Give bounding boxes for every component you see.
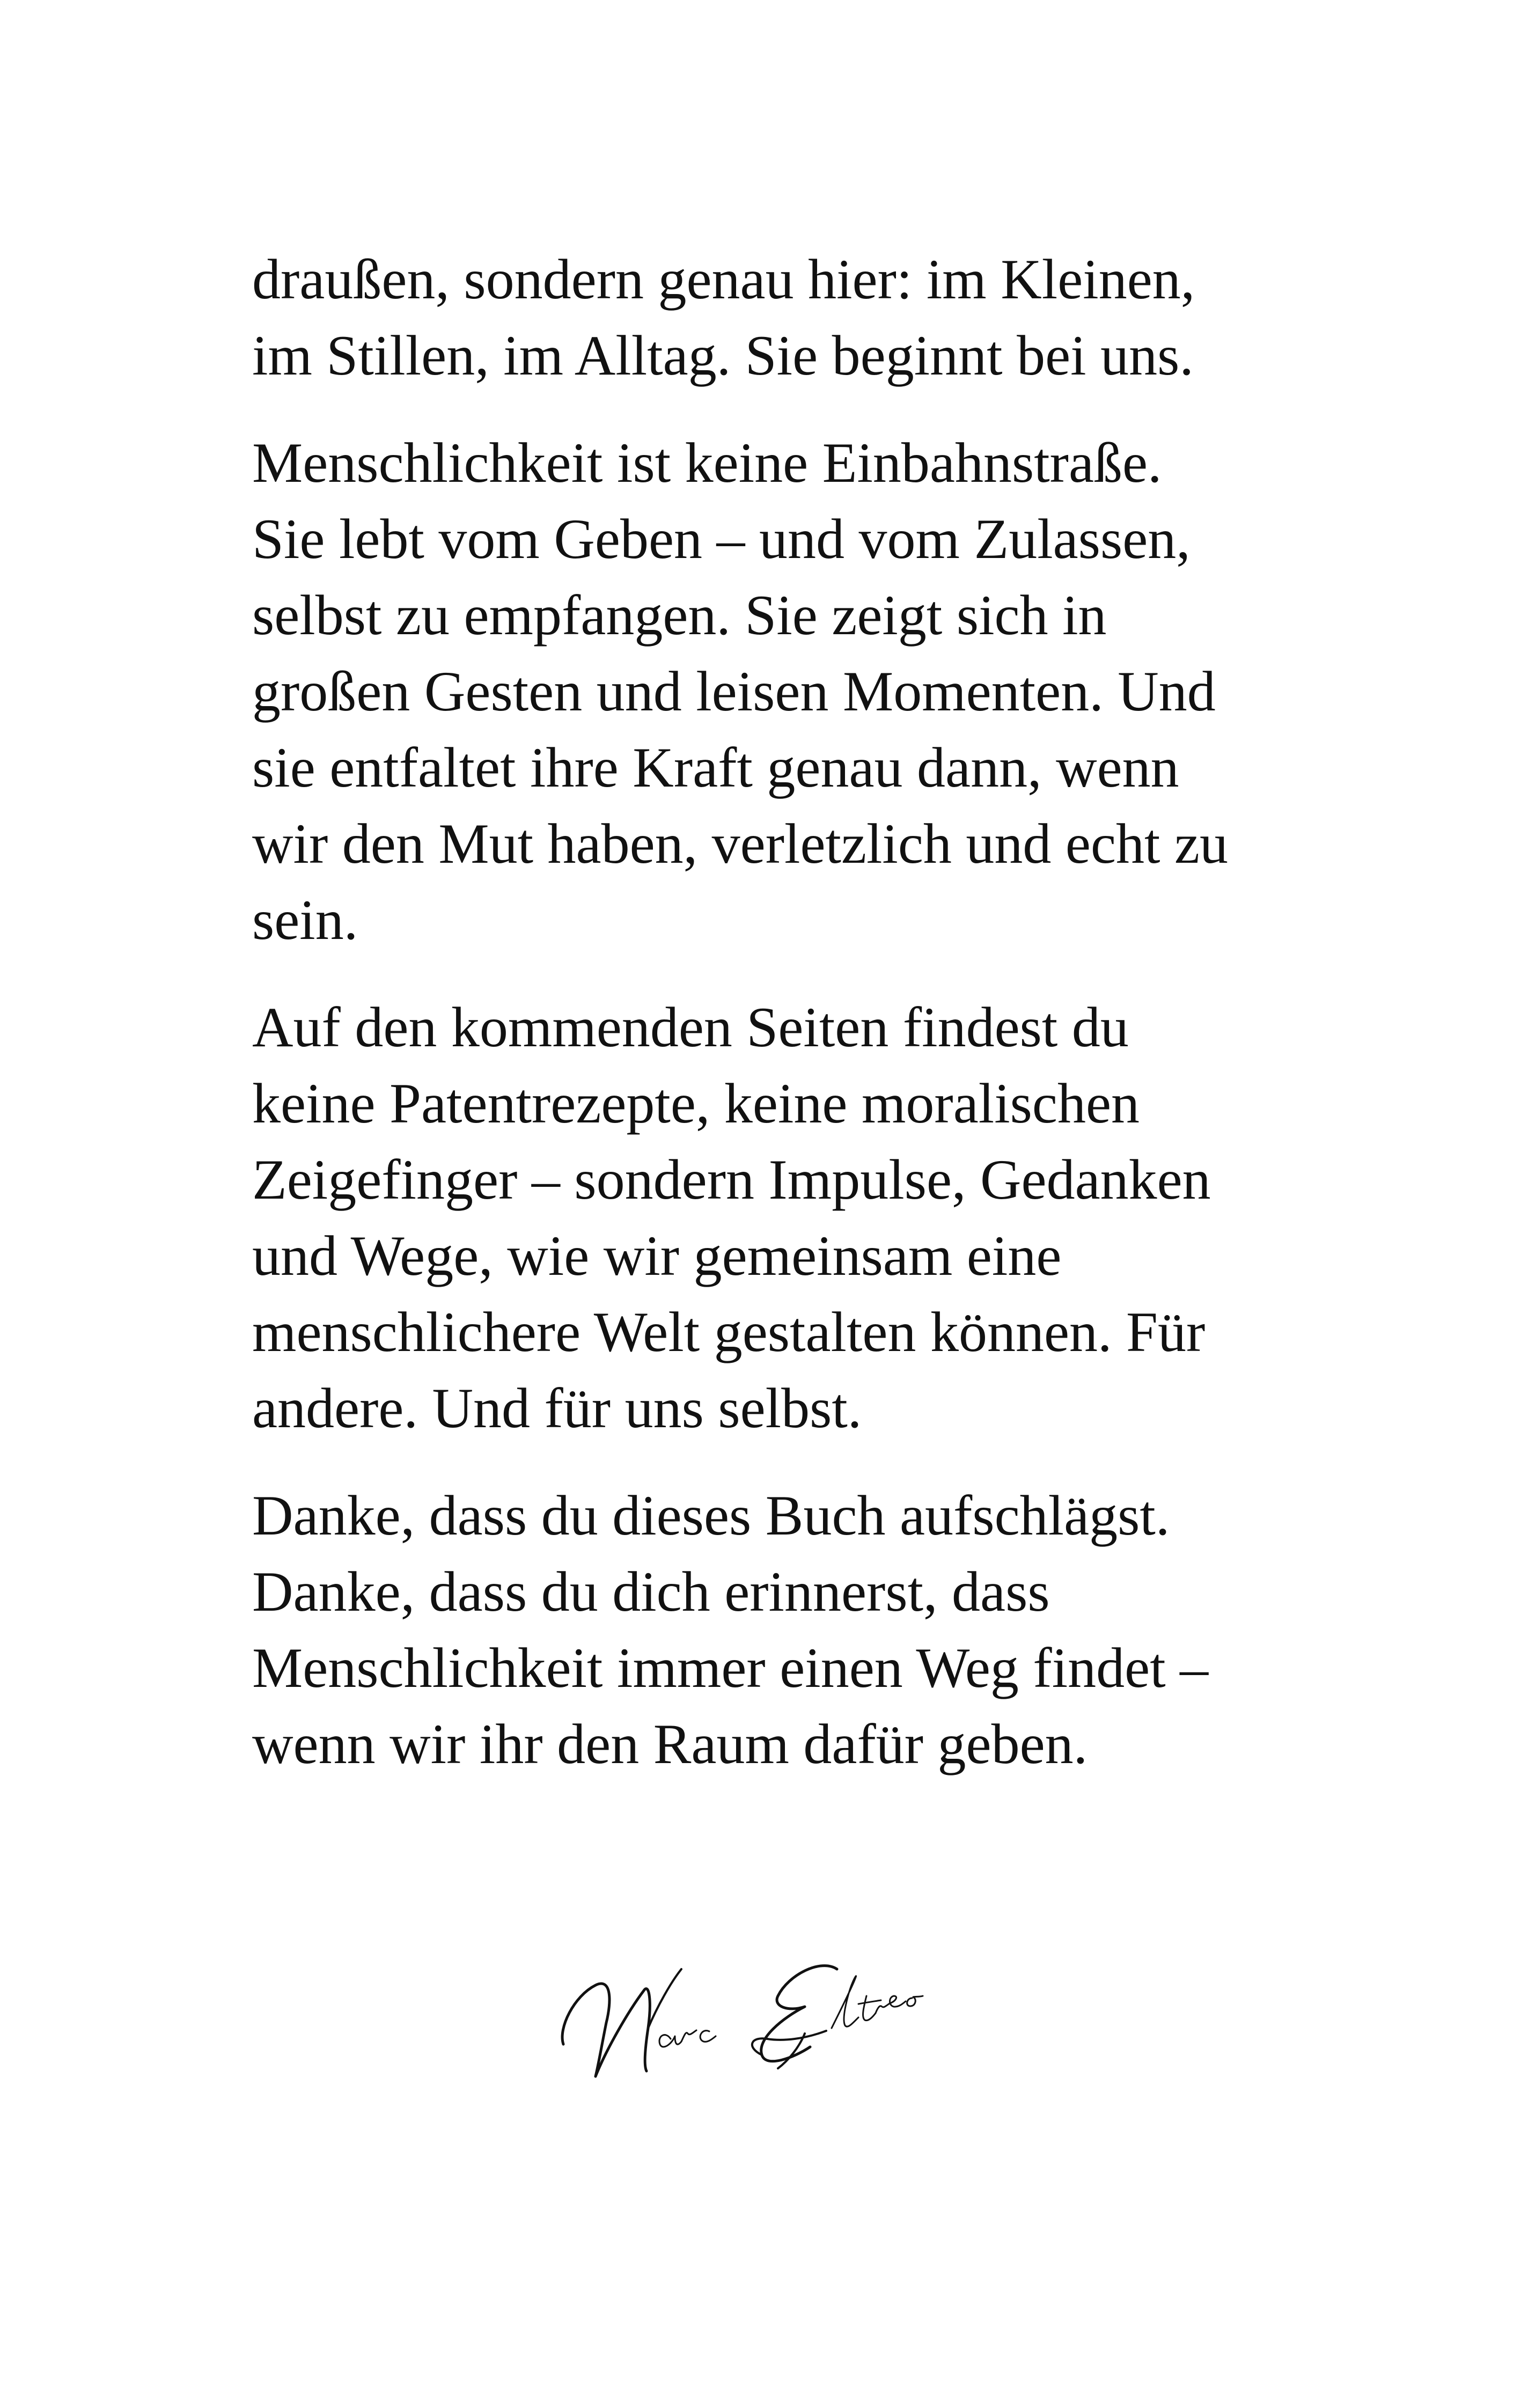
text-line: Menschlichkeit immer einen Weg findet – [252,1636,1209,1699]
text-line: Danke, dass du dich erinnerst, dass [252,1560,1050,1623]
signature-icon [553,1932,950,2093]
text-line: andere. Und für uns selbst. [252,1377,862,1440]
paragraph-2 [252,425,1282,958]
paragraph-1 [252,241,1282,394]
text-line: draußen, sondern genau hier: im Kleinen, [252,248,1195,311]
text-line: im Stillen, im Alltag. Sie beginnt bei uns. [252,324,1194,387]
body-text [252,241,1282,1814]
paragraph-4 [252,1478,1282,1782]
text-line: Zeigefinger – sondern Impulse, Gedanken [252,1148,1211,1211]
text-line: Auf den kommenden Seiten findest du [252,996,1129,1059]
text-line: menschlichere Welt gestalten können. Für [252,1301,1206,1363]
text-line: selbst zu empfangen. Sie zeigt sich in [252,584,1107,647]
text-line: Sie lebt vom Geben – und vom Zulassen, [252,508,1191,570]
text-line: und Wege, wie wir gemeinsam eine [252,1224,1062,1287]
text-line: sein. [252,889,358,951]
text-line: keine Patentrezepte, keine moralischen [252,1072,1140,1135]
paragraph-3 [252,989,1282,1447]
handwritten-signature [553,1932,950,2093]
text-line: wenn wir ihr den Raum dafür geben. [252,1713,1088,1775]
text-line: Danke, dass du dieses Buch aufschlägst. [252,1484,1170,1547]
text-line: wir den Mut haben, verletzlich und echt zu [252,812,1229,875]
text-line: großen Gesten und leisen Momenten. Und [252,660,1216,723]
text-line: Menschlichkeit ist keine Einbahnstraße. [252,431,1162,494]
text-line: sie entfaltet ihre Kraft genau dann, wenn [252,736,1179,799]
